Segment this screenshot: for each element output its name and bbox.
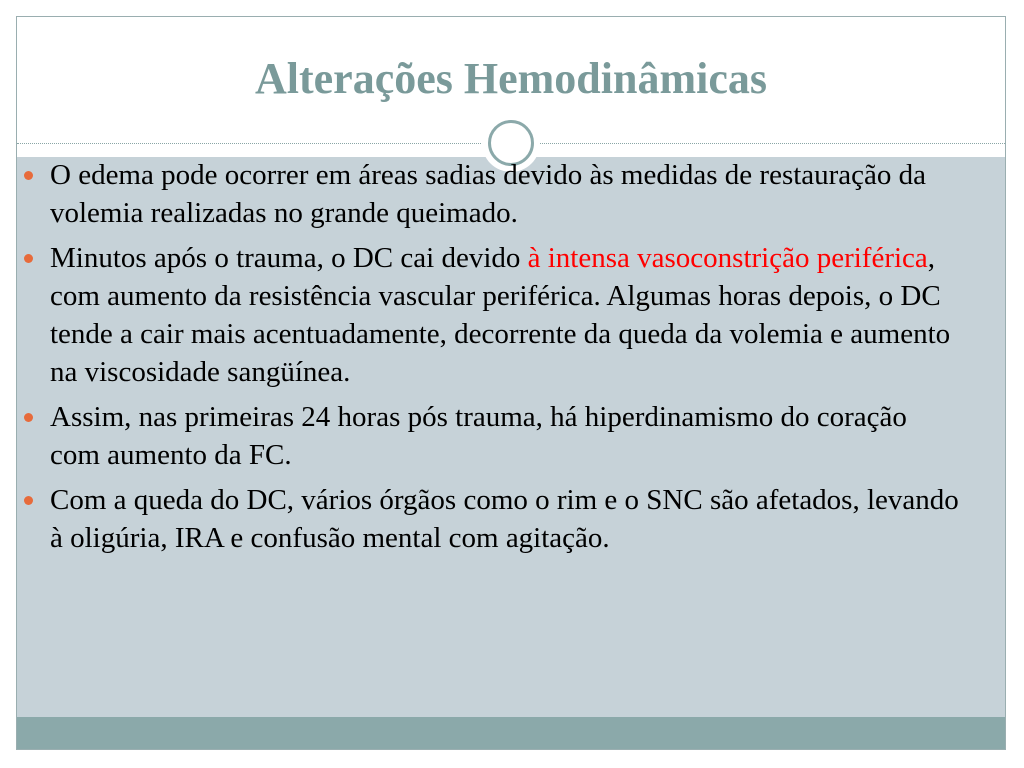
bullet-item-3 [24, 398, 964, 474]
bullet-item-1 [24, 156, 964, 232]
bullet-dot-icon [24, 496, 33, 505]
bullet-text: Com a queda do DC, vários órgãos como o rim e o SNC são afetados, levando à oligúria, IRA e confusão mental com agitação. [50, 484, 959, 554]
bullet-dot-icon [24, 171, 33, 180]
highlighted-text: à intensa vasoconstrição periférica [527, 242, 928, 274]
bullet-item-4 [24, 481, 964, 557]
bullet-item-2 [24, 239, 964, 391]
bullet-text-after: , com aumento da resistência vascular periférica. Algumas horas depois, o DC tende a cair mais acentuadamente, decorrente da queda da volemia e aumento na viscosidade sangüínea. [50, 242, 951, 388]
bullet-text: O edema pode ocorrer em áreas sadias devido às medidas de restauração da volemia realizadas no grande queimado. [50, 159, 927, 229]
bullet-text: Assim, nas primeiras 24 horas pós trauma, há hiperdinamismo do coração com aumento da FC. [50, 401, 907, 471]
bullet-list [24, 156, 964, 564]
bullet-text-before: Minutos após o trauma, o DC cai devido [50, 242, 528, 274]
slide-title: Alterações Hemodinâmicas [255, 54, 767, 103]
bullet-dot-icon [24, 254, 33, 263]
footer-bar [17, 717, 1005, 750]
bullet-dot-icon [24, 413, 33, 422]
